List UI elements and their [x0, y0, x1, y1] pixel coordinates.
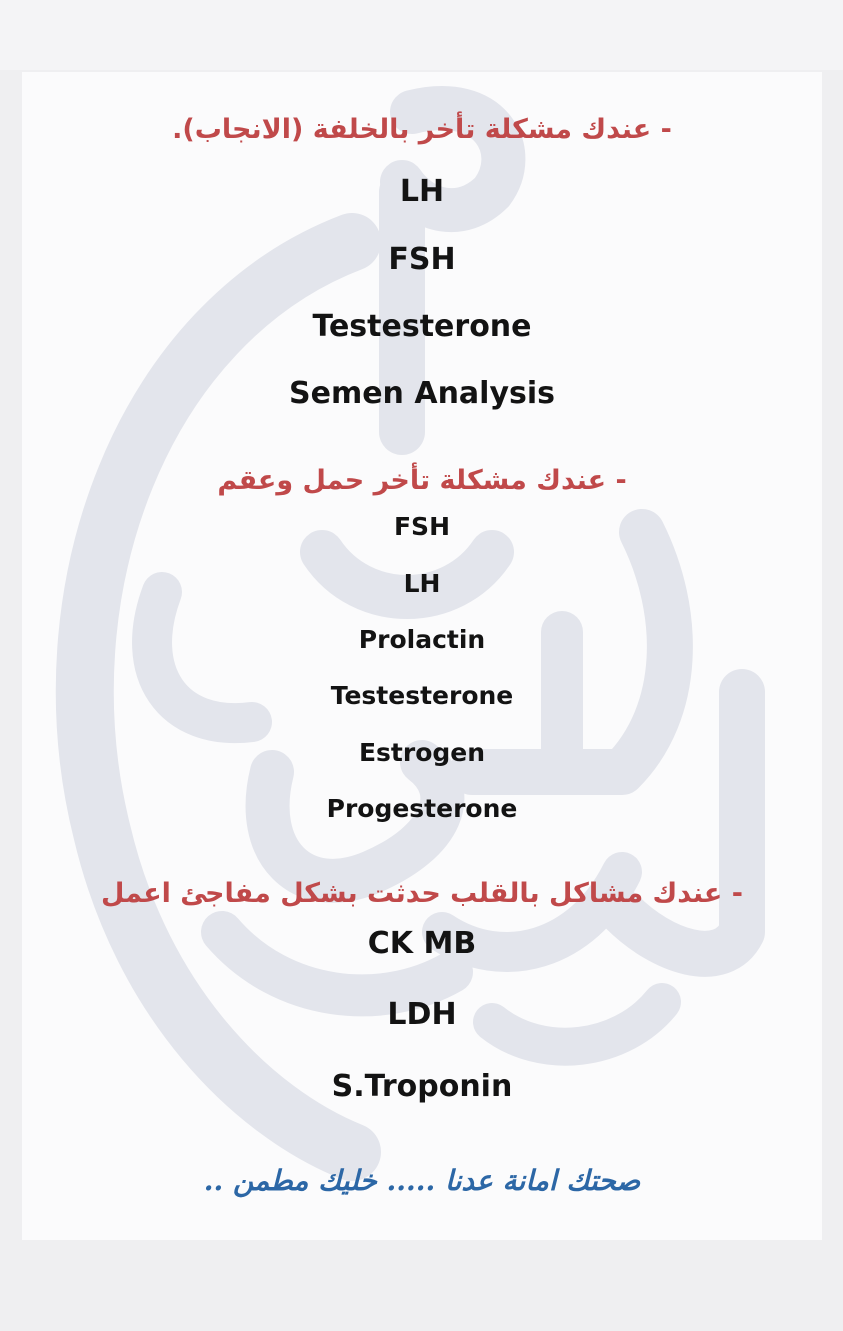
top-band — [0, 0, 843, 70]
section-2-test-lh: LH — [403, 569, 441, 598]
section-2-test-estrogen: Estrogen — [358, 738, 486, 767]
section-3-test-ldh: LDH — [387, 997, 457, 1032]
section-1-test-testesterone: Testesterone — [312, 309, 532, 344]
section-2-heading: - عندك مشكلة تأخر حمل وعقم — [217, 465, 627, 496]
flyer-card — [22, 72, 822, 1240]
section-1-heading: - عندك مشكلة تأخر بالخلفة (الانجاب). — [172, 114, 672, 145]
section-2-test-prolactin: Prolactin — [358, 625, 486, 654]
section-3-test-ck-mb: CK MB — [367, 926, 477, 961]
section-1-test-fsh: FSH — [388, 242, 456, 277]
section-1-test-lh: LH — [399, 174, 445, 209]
section-2-test-fsh: FSH — [393, 512, 450, 541]
footer-tagline: صحتك امانة عدنا ..... خليك مطمن .. — [203, 1164, 641, 1197]
section-3-test-s-troponin: S.Troponin — [331, 1069, 513, 1104]
section-1-test-semen-analysis: Semen Analysis — [288, 376, 555, 411]
section-2-test-progesterone: Progesterone — [326, 794, 518, 823]
section-2-test-testesterone: Testesterone — [330, 681, 514, 710]
section-3-heading: - عندك مشاكل بالقلب حدثت بشكل مفاجئ اعمل — [101, 878, 743, 909]
